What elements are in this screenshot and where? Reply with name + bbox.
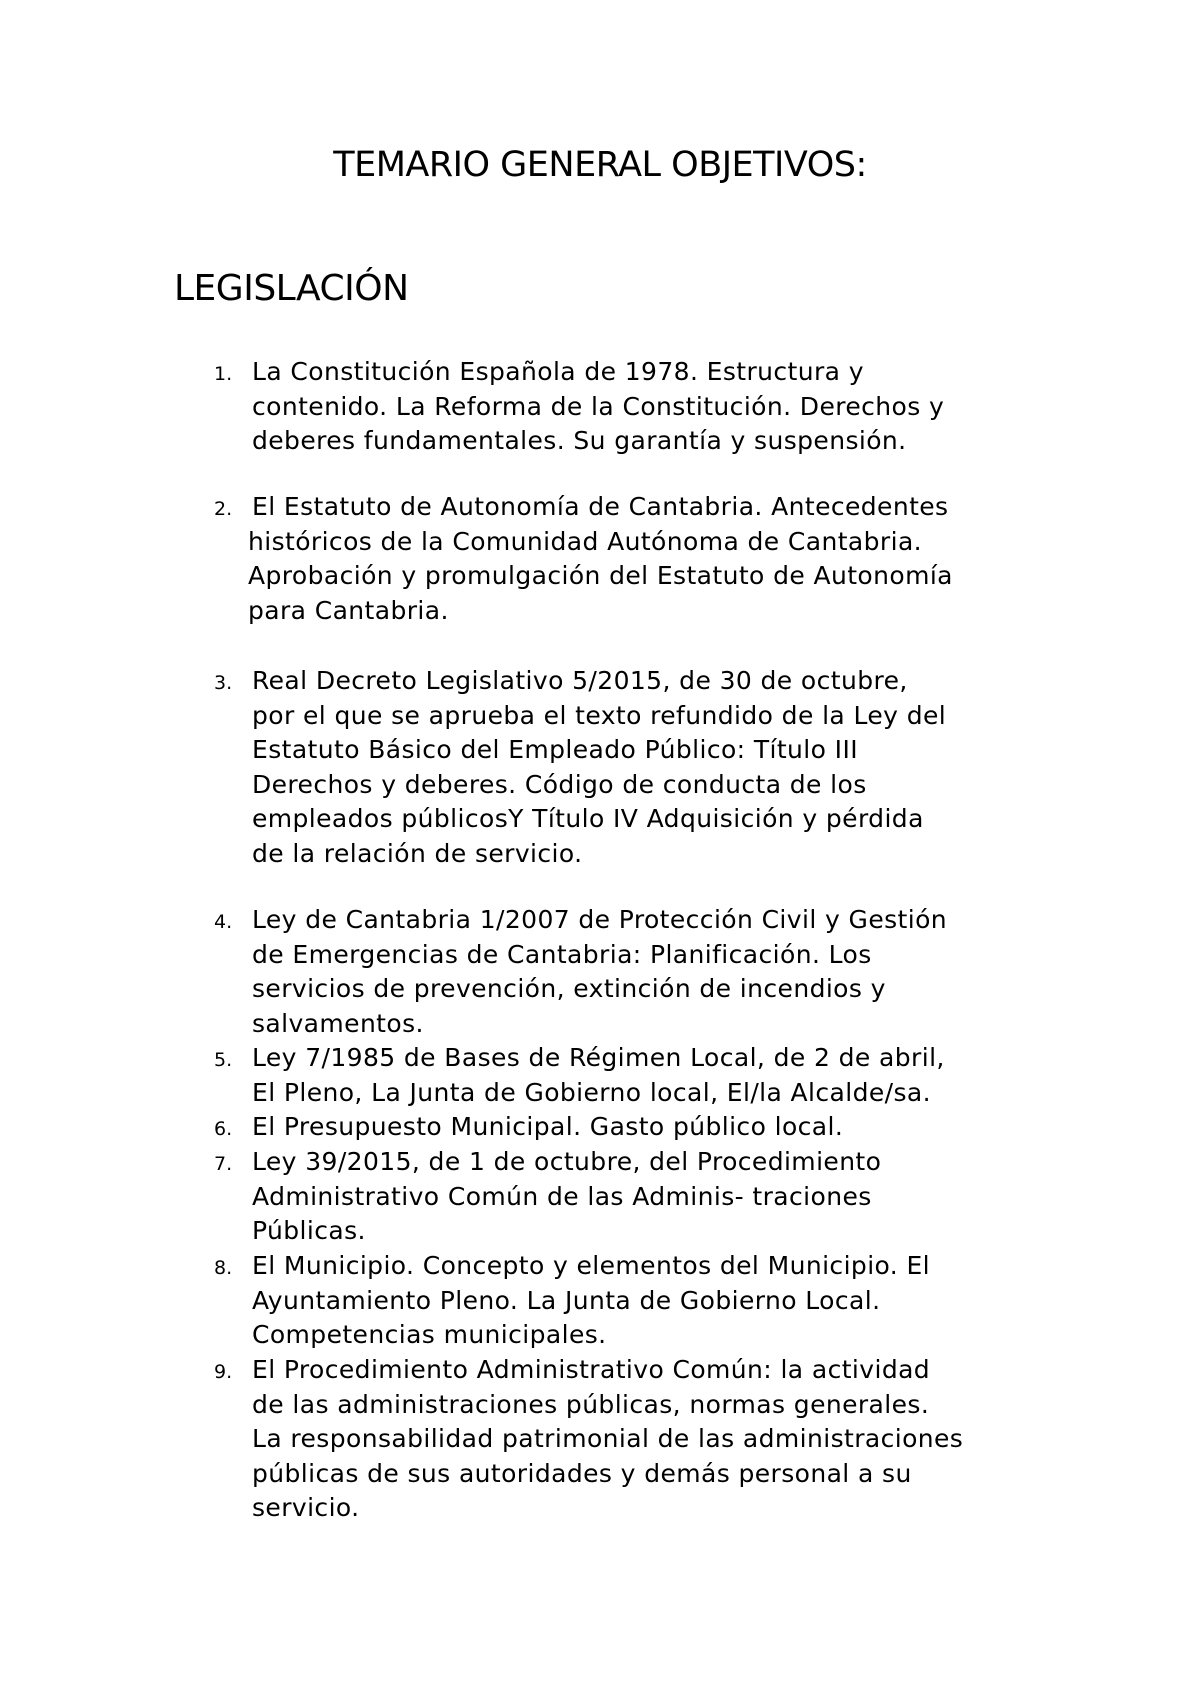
text-line: Aprobación y promulgación del Estatuto de Autonomía <box>248 561 953 590</box>
text-line: de las administraciones públicas, normas generales. <box>252 1389 930 1419</box>
text-line: El Presupuesto Municipal. Gasto público local. <box>252 1112 844 1141</box>
text-line: públicas de sus autoridades y demás personal a su <box>252 1458 912 1488</box>
text-line: Derechos y deberes. Código de conducta de los <box>252 769 867 799</box>
text-line: empleados públicosY Título IV Adquisición y pérdida <box>252 804 924 833</box>
list-item-text <box>252 1041 1052 1110</box>
list-item-text <box>252 903 1052 1041</box>
text-line: por el que se aprueba el texto refundido de la Ley del <box>252 700 947 730</box>
list-item-text <box>252 1249 1052 1353</box>
text-line: Real Decreto Legislativo 5/2015, de 30 de octubre, <box>252 666 908 695</box>
list-item-number: 7. <box>214 1153 233 1175</box>
list-item-number: 5. <box>214 1049 233 1071</box>
list-item-number: 2. <box>214 498 233 520</box>
text-line: La responsabilidad patrimonial de las administraciones <box>252 1424 964 1453</box>
list-item-text <box>252 1145 1052 1249</box>
text-line: Estatuto Básico del Empleado Público: Título III <box>252 735 859 764</box>
text-line: servicios de prevención, extinción de incendios y <box>252 974 886 1003</box>
text-line: Ley 39/2015, de 1 de octubre, del Procedimiento <box>252 1147 882 1176</box>
list-item-text <box>252 355 1052 459</box>
text-line: Competencias municipales. <box>252 1320 607 1349</box>
text-line: Ley de Cantabria 1/2007 de Protección Civil y Gestión <box>252 905 948 934</box>
text-line: contenido. La Reforma de la Constitución. Derechos y <box>252 391 945 421</box>
text-line: servicio. <box>252 1493 360 1522</box>
text-line: Ayuntamiento Pleno. La Junta de Gobierno Local. <box>252 1285 881 1315</box>
text-line: históricos de la Comunidad Autónoma de Cantabria. <box>248 526 923 556</box>
text-line: Administrativo Común de las Adminis- traciones <box>252 1181 872 1211</box>
list-item-number: 6. <box>214 1118 233 1140</box>
list-item-text <box>248 490 1052 628</box>
text-line: El Municipio. Concepto y elementos del Municipio. El <box>252 1251 931 1280</box>
list-item-number: 8. <box>214 1257 233 1279</box>
text-line: El Pleno, La Junta de Gobierno local, El/la Alcalde/sa. <box>252 1077 931 1107</box>
list-item-text <box>252 1110 1052 1145</box>
text-line: El Procedimiento Administrativo Común: la actividad <box>252 1355 931 1384</box>
text-line: de la relación de servicio. <box>252 838 583 868</box>
list-item-text <box>252 664 1052 871</box>
text-line: Ley 7/1985 de Bases de Régimen Local, de 2 de abril, <box>252 1043 945 1072</box>
list-item-number: 3. <box>214 672 233 694</box>
text-line: de Emergencias de Cantabria: Planificación. Los <box>252 939 872 969</box>
text-line: para Cantabria. <box>248 595 449 625</box>
text-line: deberes fundamentales. Su garantía y suspensión. <box>252 426 907 455</box>
text-line: La Constitución Española de 1978. Estructura y <box>252 357 864 386</box>
text-line: salvamentos. <box>252 1008 424 1038</box>
section-heading: LEGISLACIÓN <box>174 268 409 309</box>
document-title: TEMARIO GENERAL OBJETIVOS: <box>333 145 867 185</box>
list-item-number: 9. <box>214 1361 233 1383</box>
list-item-number: 4. <box>214 911 233 933</box>
text-line: Públicas. <box>252 1216 366 1245</box>
list-item-text <box>252 1353 1052 1526</box>
list-item-number: 1. <box>214 363 233 385</box>
text-line: El Estatuto de Autonomía de Cantabria. Antecedentes <box>252 492 949 521</box>
